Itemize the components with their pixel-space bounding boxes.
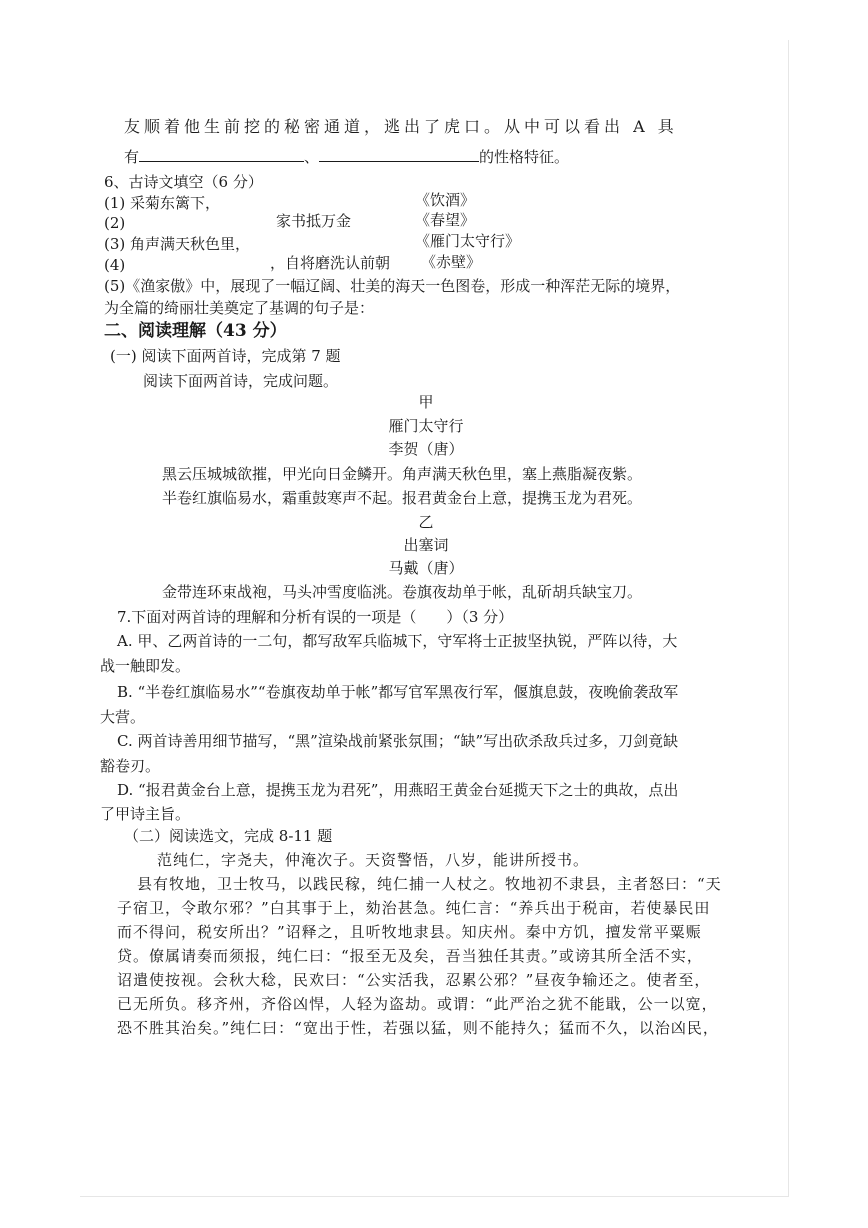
q6-item-1: (1) 采菊东篱下，	[104, 194, 221, 212]
part1-instruction: 阅读下面两首诗，完成问题。	[143, 372, 339, 390]
q5-blank-2[interactable]	[319, 147, 479, 162]
q7-option-a-line2: 战一触即发。	[100, 657, 191, 675]
poem-b-title: 出塞词	[403, 536, 449, 554]
q5-prefix: 有	[124, 148, 140, 166]
q5-separator: 、	[304, 148, 320, 166]
part1-title: (一) 阅读下面两首诗，完成第 7 题	[110, 347, 341, 365]
classical-line-1: 范纯仁，字尧夫，仲淹次子。天资警悟，八岁，能讲所授书。	[157, 851, 590, 869]
poem-a-line1: 黑云压城城欲摧，甲光向日金鳞开。角声满天秋色里，塞上燕脂凝夜紫。	[162, 465, 643, 483]
q5-blank-1[interactable]	[139, 147, 304, 162]
q6-item-4: (4)	[104, 256, 126, 274]
q6-title: 6、古诗文填空（6 分）	[104, 173, 263, 191]
classical-line-4: 而不得问，税安所出？”诏释之，且听牧地隶县。知庆州。秦中方饥，擅发常平粟赈	[117, 923, 702, 941]
q6-item-4-source: 《赤壁》	[421, 253, 482, 271]
poem-a-title: 雁门太守行	[388, 417, 464, 435]
q6-item-2: (2)	[104, 214, 126, 232]
q5-suffix: 的性格特征。	[479, 148, 570, 166]
q6-item-4-text: ，自将磨洗认前朝	[270, 254, 391, 272]
q7-option-c-line2: 豁卷刃。	[100, 757, 161, 775]
classical-line-2: 县有牧地，卫士牧马，以践民稼，纯仁捕一人杖之。牧地初不隶县，主者怒曰：“天	[137, 875, 722, 893]
q5-answer-line1: 友顺着他生前挖的秘密通道，逃出了虎口。从中可以看出 A 具	[124, 117, 678, 136]
poem-a-label: 甲	[418, 393, 434, 411]
q6-item-2-source: 《春望》	[415, 211, 476, 229]
q6-item-3-source: 《雁门太守行》	[415, 232, 521, 250]
classical-line-6: 诏遣使按视。会秋大稔，民欢曰：“公实活我，忍累公邪？”昼夜争输还之。使者至，	[117, 971, 711, 989]
q5-answer-line2	[124, 147, 569, 167]
q7-option-d-line2: 了甲诗主旨。	[100, 805, 191, 823]
q7-option-b-line2: 大营。	[100, 708, 146, 726]
poem-a-line2: 半卷红旗临易水，霜重鼓寒声不起。报君黄金台上意，提携玉龙为君死。	[162, 489, 643, 507]
q7-option-a-line1: A. 甲、乙两首诗的一二句，都写敌军兵临城下，守军将士正披坚执锐，严阵以待，大	[117, 632, 678, 650]
poem-b-label: 乙	[418, 513, 434, 531]
q7-option-d-line1: D. “报君黄金台上意，提携玉龙为君死”，用燕昭王黄金台延揽天下之士的典故，点出	[117, 781, 679, 799]
q6-item-5-line1: (5)《渔家傲》中，展现了一幅辽阔、壮美的海天一色图卷，形成一种浑茫无际的境界，	[104, 277, 681, 295]
poem-b-author: 马戴（唐）	[388, 559, 464, 577]
q6-item-5-line2: 为全篇的绮丽壮美奠定了基调的句子是：	[104, 299, 375, 317]
classical-line-5: 贷。僚属请奏而须报，纯仁曰：“报至无及矣，吾当独任其责。”或谤其所全活不实，	[117, 947, 703, 965]
poem-a-author: 李贺（唐）	[388, 440, 464, 458]
q6-item-2-text: 家书抵万金	[276, 212, 352, 230]
part2-title: （二）阅读选文，完成 8-11 题	[124, 827, 333, 845]
q6-item-1-source: 《饮酒》	[415, 191, 476, 209]
section2-title: 二、阅读理解（43 分）	[104, 321, 287, 341]
classical-line-8: 恐不胜其治矣。”纯仁曰：“宽出于性，若强以猛，则不能持久；猛而不久，以治凶民，	[117, 1019, 719, 1037]
q7-stem: 7.下面对两首诗的理解和分析有误的一项是（ ）（3 分）	[117, 608, 514, 626]
q7-option-c-line1: C. 两首诗善用细节描写，“黑”渲染战前紧张氛围；“缺”写出砍杀敌兵过多，刀剑竟缺	[117, 732, 679, 750]
q7-option-b-line1: B. “半卷红旗临易水”“卷旗夜劫单于帐”都写官军黑夜行军，偃旗息鼓，夜晚偷袭敌军	[117, 683, 679, 701]
poem-b-line1: 金带连环束战袍，马头冲雪度临洮。卷旗夜劫单于帐，乱斫胡兵缺宝刀。	[162, 583, 643, 601]
classical-line-3: 子宿卫，令敢尔邪？”白其事于上，劾治甚急。纯仁言：“养兵出于税亩，若使暴民田	[117, 899, 711, 917]
classical-line-7: 已无所负。移齐州，齐俗凶悍，人轻为盗劫。或谓：“此严治之犹不能戢，公一以宽，	[117, 995, 718, 1013]
q6-item-3: (3) 角声满天秋色里，	[104, 235, 251, 253]
